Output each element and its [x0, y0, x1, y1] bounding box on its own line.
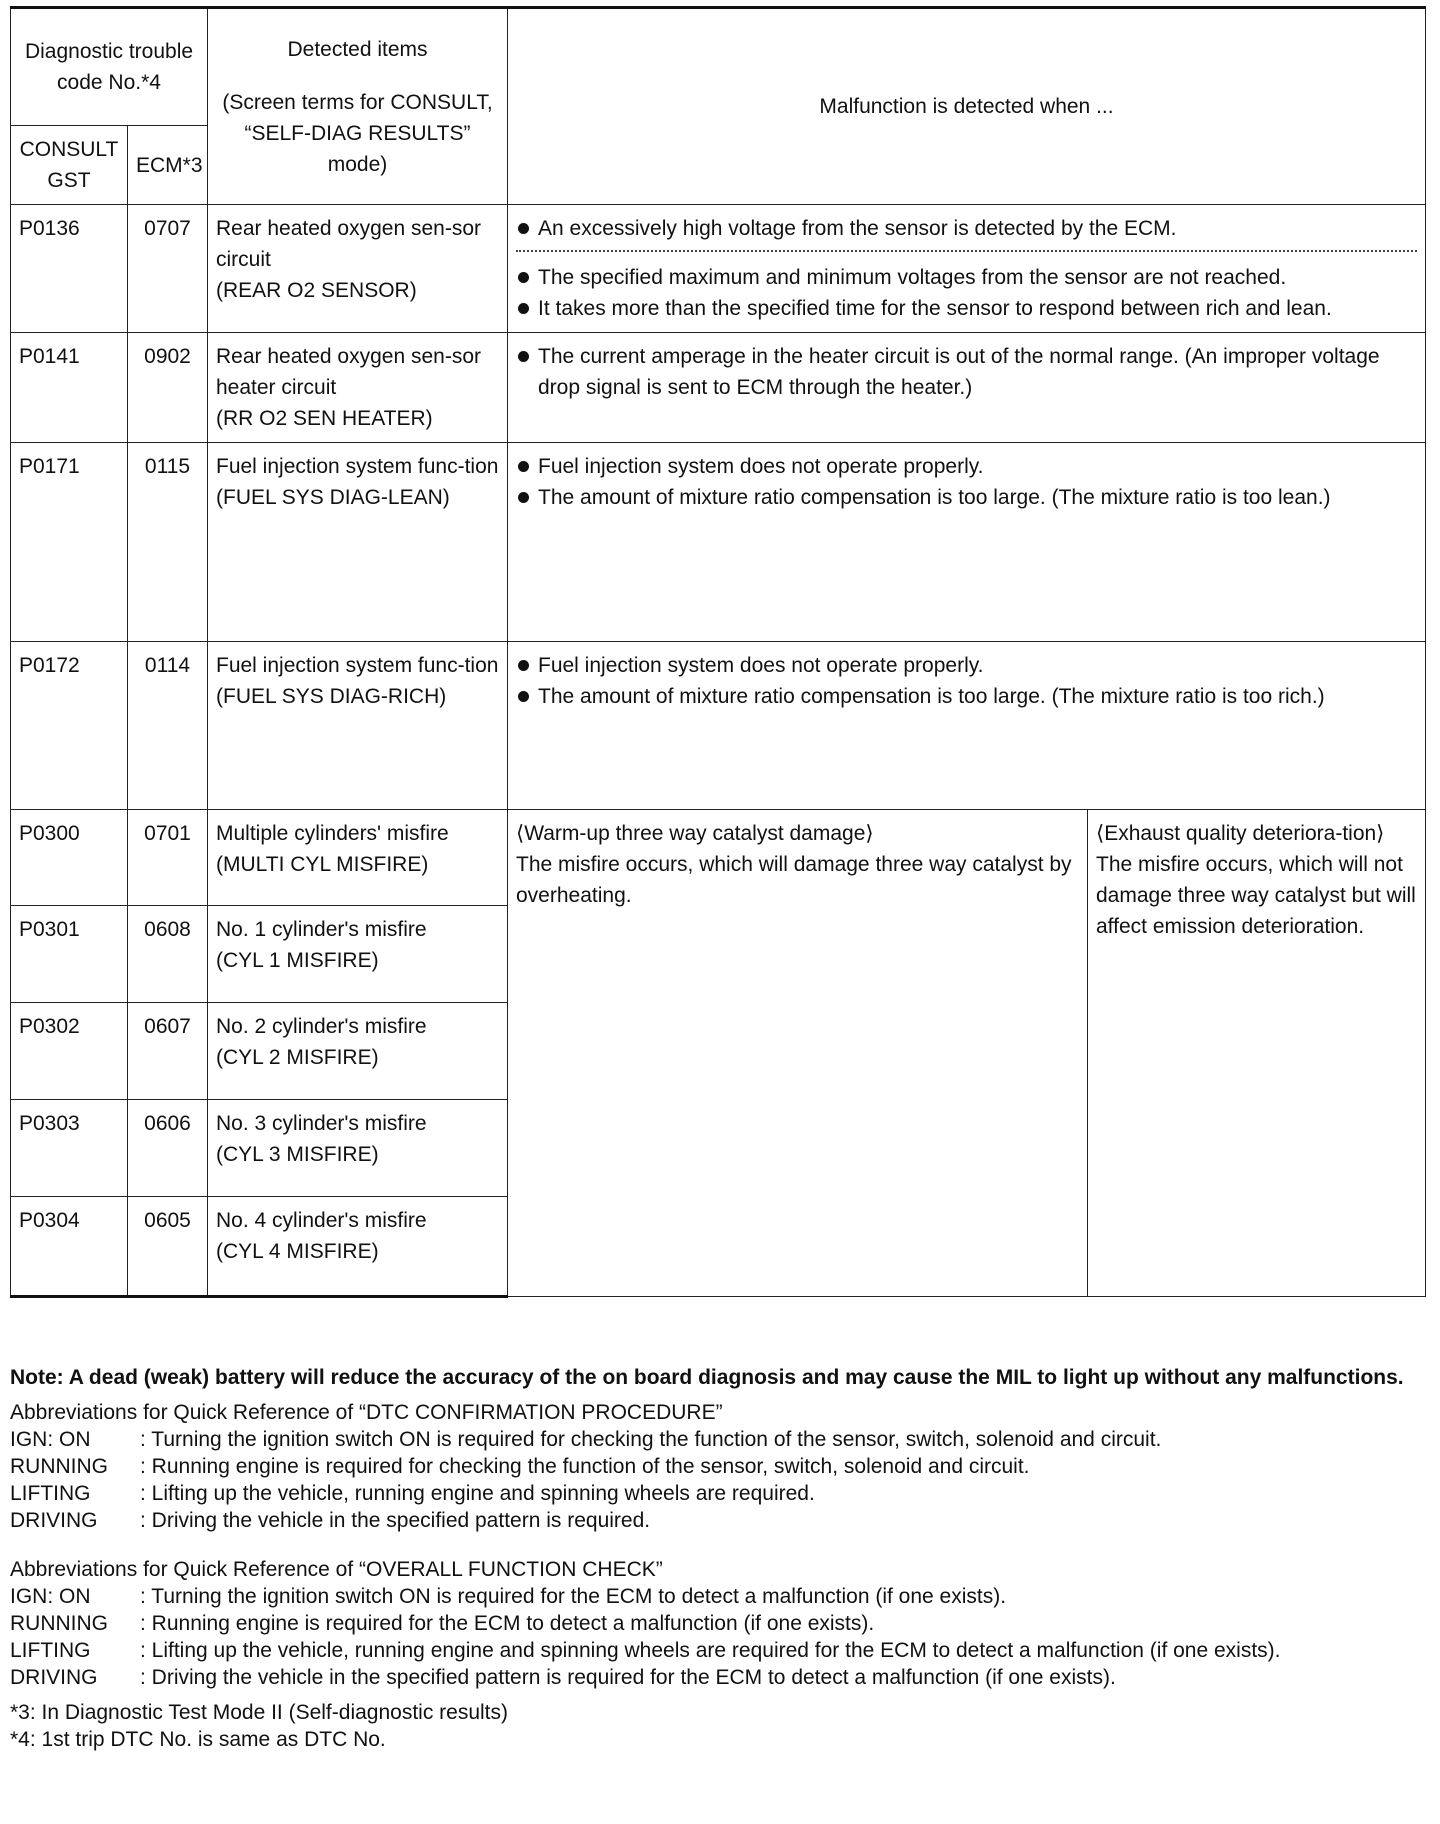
abbr-text: : Lifting up the vehicle, running engine and spinning wheels are required. [140, 1482, 815, 1505]
bullet-text: The current amperage in the heater circuit is out of the normal range. (An improper voltage drop signal is sent to ECM through the heater.) [516, 341, 1417, 403]
item-name: Multiple cylinders' misfire [216, 822, 449, 845]
cell-item [208, 642, 508, 810]
item-term: (CYL 2 MISFIRE) [216, 1046, 379, 1069]
abbr-key: IGN: ON [10, 1428, 91, 1451]
dtc-abbr-heading: Abbreviations for Quick Reference of “DTC CONFIRMATION PROCEDURE” [10, 1401, 723, 1424]
abbr-text: : Running engine is required for the ECM to detect a malfunction (if one exists). [140, 1612, 875, 1635]
abbr-item [10, 1480, 1426, 1507]
cell-item [208, 1003, 508, 1100]
cell-ecm: 0115 [128, 443, 208, 642]
cell-item [208, 1197, 508, 1297]
table-row [11, 333, 1426, 443]
item-term: (CYL 1 MISFIRE) [216, 949, 379, 972]
header-detected-items [208, 8, 508, 205]
cell-malfunction [508, 205, 1426, 333]
cell-malfunction [508, 333, 1426, 443]
cell-item [208, 443, 508, 642]
item-name: No. 4 cylinder's misfire [216, 1209, 427, 1232]
abbr-item [10, 1507, 1426, 1534]
abbr-item [10, 1453, 1426, 1480]
abbr-item [10, 1610, 1426, 1637]
abbr-text: : Turning the ignition switch ON is required for the ECM to detect a malfunction (if one exists). [140, 1585, 1007, 1608]
cell-consult: P0172 [11, 642, 128, 810]
cell-item [208, 1100, 508, 1197]
cell-misfire-left [508, 810, 1088, 1297]
abbr-item [10, 1637, 1426, 1664]
header-screen-terms: (Screen terms for CONSULT, “SELF-DIAG RESULTS” mode) [222, 90, 493, 176]
cell-ecm: 0607 [128, 1003, 208, 1100]
bullet-text: The amount of mixture ratio compensation is too large. (The mixture ratio is too lean.) [516, 482, 1417, 513]
cell-ecm: 0605 [128, 1197, 208, 1297]
cell-item [208, 810, 508, 906]
cell-item [208, 906, 508, 1003]
item-term: (CYL 3 MISFIRE) [216, 1143, 379, 1166]
abbr-item [10, 1664, 1426, 1691]
abbr-key: LIFTING [10, 1482, 91, 1505]
abbr-item [10, 1426, 1426, 1453]
cell-item [208, 205, 508, 333]
header-ecm: ECM*3 [128, 126, 208, 205]
cell-consult: P0304 [11, 1197, 128, 1297]
abbr-text: : Turning the ignition switch ON is required for checking the function of the sensor, switch, solenoid and circuit. [140, 1428, 1162, 1451]
item-term: (RR O2 SEN HEATER) [216, 407, 433, 430]
table-row [11, 642, 1426, 810]
abbr-text: : Lifting up the vehicle, running engine and spinning wheels are required for the ECM to detect a malfunction (if one exists). [140, 1639, 1281, 1662]
abbr-key: RUNNING [10, 1455, 108, 1478]
battery-note: Note: A dead (weak) battery will reduce the accuracy of the on board diagnosis and may cause the MIL to light up without any malfunctions. [10, 1366, 1404, 1389]
cell-consult: P0301 [11, 906, 128, 1003]
table-row [11, 205, 1426, 333]
cell-ecm: 0701 [128, 810, 208, 906]
spacer [10, 1534, 1426, 1556]
header-consult-gst: CONSULT GST [11, 126, 128, 205]
abbr-text: : Driving the vehicle in the specified pattern is required for the ECM to detect a malfunction (if one exists). [140, 1666, 1116, 1689]
item-name: Fuel injection system func-tion [216, 654, 499, 677]
item-name: No. 1 cylinder's misfire [216, 918, 427, 941]
header-dtc-group: Diagnostic trouble code No.*4 [11, 8, 208, 126]
abbr-text: : Driving the vehicle in the specified pattern is required. [140, 1509, 651, 1532]
abbr-key: IGN: ON [10, 1585, 91, 1608]
item-name: No. 3 cylinder's misfire [216, 1112, 427, 1135]
bullet-text: It takes more than the specified time for the sensor to respond between rich and lean. [516, 293, 1417, 324]
cell-consult: P0302 [11, 1003, 128, 1100]
item-name: No. 2 cylinder's misfire [216, 1015, 427, 1038]
cell-ecm: 0608 [128, 906, 208, 1003]
item-term: (FUEL SYS DIAG-RICH) [216, 685, 447, 708]
notes-section [10, 1364, 1426, 1753]
header-detected-items-label: Detected items [287, 37, 428, 61]
bullet-text: An excessively high voltage from the sensor is detected by the ECM. [516, 213, 1417, 244]
header-malfunction: Malfunction is detected when ... [508, 8, 1426, 205]
item-term: (MULTI CYL MISFIRE) [216, 853, 429, 876]
item-term: (CYL 4 MISFIRE) [216, 1240, 379, 1263]
abbr-item [10, 1583, 1426, 1610]
bullet-text: Fuel injection system does not operate properly. [516, 451, 1417, 482]
misfire-left-text: The misfire occurs, which will damage three way catalyst by overheating. [516, 853, 1072, 907]
abbr-key: DRIVING [10, 1666, 98, 1689]
item-name: Fuel injection system func-tion [216, 455, 499, 478]
footnote-4: *4: 1st trip DTC No. is same as DTC No. [10, 1728, 386, 1751]
footnote-3: *3: In Diagnostic Test Mode II (Self-diagnostic results) [10, 1701, 509, 1724]
dotted-divider [516, 250, 1417, 252]
cell-malfunction [508, 443, 1426, 642]
cell-misfire-right [1088, 810, 1426, 1297]
bullet-text: The amount of mixture ratio compensation is too large. (The mixture ratio is too rich.) [516, 681, 1417, 712]
cell-consult: P0141 [11, 333, 128, 443]
cell-consult: P0136 [11, 205, 128, 333]
cell-consult: P0300 [11, 810, 128, 906]
abbr-key: DRIVING [10, 1509, 98, 1532]
cell-ecm: 0707 [128, 205, 208, 333]
misfire-right-title: ⟨Exhaust quality deteriora-tion⟩ [1096, 822, 1385, 845]
abbr-key: LIFTING [10, 1639, 91, 1662]
table-row [11, 443, 1426, 642]
cell-ecm: 0902 [128, 333, 208, 443]
cell-ecm: 0114 [128, 642, 208, 810]
misfire-right-text: The misfire occurs, which will not damage three way catalyst but will affect emission deterioration. [1096, 853, 1416, 938]
cell-consult: P0171 [11, 443, 128, 642]
item-term: (FUEL SYS DIAG-LEAN) [216, 486, 450, 509]
table-row [11, 810, 1426, 906]
bullet-text: The specified maximum and minimum voltages from the sensor are not reached. [516, 262, 1417, 293]
item-name: Rear heated oxygen sen-sor heater circuit [216, 345, 481, 399]
cell-malfunction [508, 642, 1426, 810]
abbr-key: RUNNING [10, 1612, 108, 1635]
ofc-abbr-heading: Abbreviations for Quick Reference of “OVERALL FUNCTION CHECK” [10, 1558, 663, 1581]
dtc-table [10, 6, 1426, 1298]
item-name: Rear heated oxygen sen-sor circuit [216, 217, 481, 271]
cell-consult: P0303 [11, 1100, 128, 1197]
bullet-text: Fuel injection system does not operate properly. [516, 650, 1417, 681]
abbr-text: : Running engine is required for checking the function of the sensor, switch, solenoid and circuit. [140, 1455, 1030, 1478]
cell-ecm: 0606 [128, 1100, 208, 1197]
misfire-left-title: ⟨Warm-up three way catalyst damage⟩ [516, 822, 874, 845]
item-term: (REAR O2 SENSOR) [216, 279, 417, 302]
cell-item [208, 333, 508, 443]
